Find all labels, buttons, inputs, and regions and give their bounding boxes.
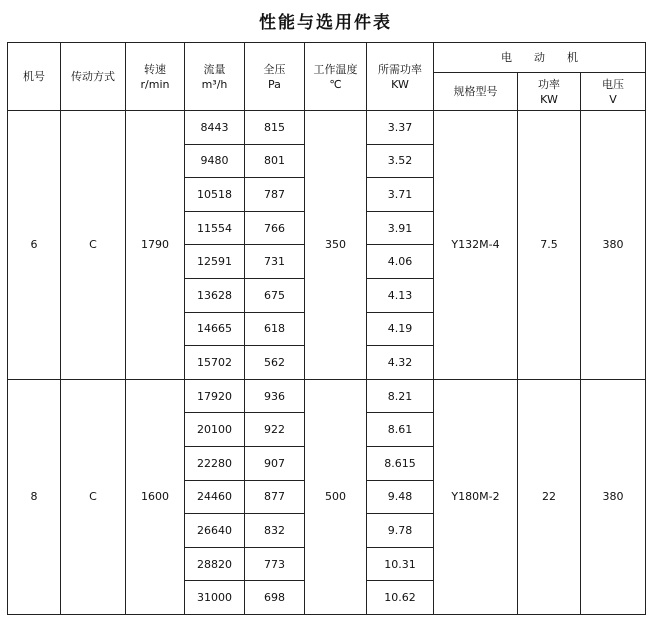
header-temp: 工作温度 ℃	[305, 43, 367, 111]
cell-power: 10.31	[367, 547, 434, 581]
cell-voltage: 380	[581, 111, 646, 380]
cell-power: 3.37	[367, 111, 434, 145]
cell-speed: 1790	[126, 111, 185, 380]
cell-flow: 13628	[185, 278, 245, 312]
cell-voltage: 380	[581, 379, 646, 614]
header-model: 机号	[8, 43, 61, 111]
cell-pressure: 832	[245, 514, 305, 548]
cell-model: 6	[8, 111, 61, 380]
cell-flow: 10518	[185, 178, 245, 212]
cell-motor-power: 7.5	[518, 111, 581, 380]
cell-flow: 22280	[185, 446, 245, 480]
cell-power: 3.91	[367, 211, 434, 245]
cell-power: 8.615	[367, 446, 434, 480]
cell-temp: 350	[305, 111, 367, 380]
cell-flow: 11554	[185, 211, 245, 245]
header-power-req: 所需功率 KW	[367, 43, 434, 111]
cell-motor-model: Y132M-4	[434, 111, 518, 380]
cell-power: 3.71	[367, 178, 434, 212]
cell-pressure: 731	[245, 245, 305, 279]
cell-flow: 12591	[185, 245, 245, 279]
cell-power: 8.61	[367, 413, 434, 447]
cell-flow: 8443	[185, 111, 245, 145]
cell-flow: 9480	[185, 144, 245, 178]
cell-power: 3.52	[367, 144, 434, 178]
cell-power: 4.13	[367, 278, 434, 312]
cell-flow: 31000	[185, 581, 245, 615]
cell-flow: 17920	[185, 379, 245, 413]
cell-flow: 15702	[185, 346, 245, 380]
cell-pressure: 877	[245, 480, 305, 514]
cell-flow: 14665	[185, 312, 245, 346]
cell-pressure: 907	[245, 446, 305, 480]
page-title: 性能与选用件表	[259, 13, 392, 33]
header-pressure: 全压 Pa	[245, 43, 305, 111]
cell-pressure: 698	[245, 581, 305, 615]
cell-drive: C	[61, 111, 126, 380]
cell-temp: 500	[305, 379, 367, 614]
cell-power: 4.32	[367, 346, 434, 380]
header-motor: 电动机	[434, 43, 646, 73]
cell-drive: C	[61, 379, 126, 614]
cell-model: 8	[8, 379, 61, 614]
cell-pressure: 562	[245, 346, 305, 380]
cell-pressure: 787	[245, 178, 305, 212]
cell-flow: 28820	[185, 547, 245, 581]
header-motor-model: 规格型号	[434, 73, 518, 111]
cell-flow: 20100	[185, 413, 245, 447]
cell-pressure: 815	[245, 111, 305, 145]
cell-power: 4.19	[367, 312, 434, 346]
cell-flow: 24460	[185, 480, 245, 514]
cell-power: 9.48	[367, 480, 434, 514]
cell-pressure: 773	[245, 547, 305, 581]
cell-power: 4.06	[367, 245, 434, 279]
header-flow: 流量 m³/h	[185, 43, 245, 111]
cell-pressure: 922	[245, 413, 305, 447]
cell-motor-model: Y180M-2	[434, 379, 518, 614]
cell-pressure: 618	[245, 312, 305, 346]
performance-table	[7, 42, 646, 615]
table-body	[8, 111, 646, 615]
cell-power: 8.21	[367, 379, 434, 413]
cell-pressure: 766	[245, 211, 305, 245]
table-row	[8, 111, 646, 145]
cell-power: 9.78	[367, 514, 434, 548]
header-motor-power: 功率 KW	[518, 73, 581, 111]
cell-pressure: 936	[245, 379, 305, 413]
cell-flow: 26640	[185, 514, 245, 548]
cell-power: 10.62	[367, 581, 434, 615]
cell-speed: 1600	[126, 379, 185, 614]
header-speed: 转速 r/min	[126, 43, 185, 111]
header-drive: 传动方式	[61, 43, 126, 111]
cell-pressure: 675	[245, 278, 305, 312]
table-row	[8, 379, 646, 413]
cell-pressure: 801	[245, 144, 305, 178]
header-motor-voltage: 电压 V	[581, 73, 646, 111]
cell-motor-power: 22	[518, 379, 581, 614]
